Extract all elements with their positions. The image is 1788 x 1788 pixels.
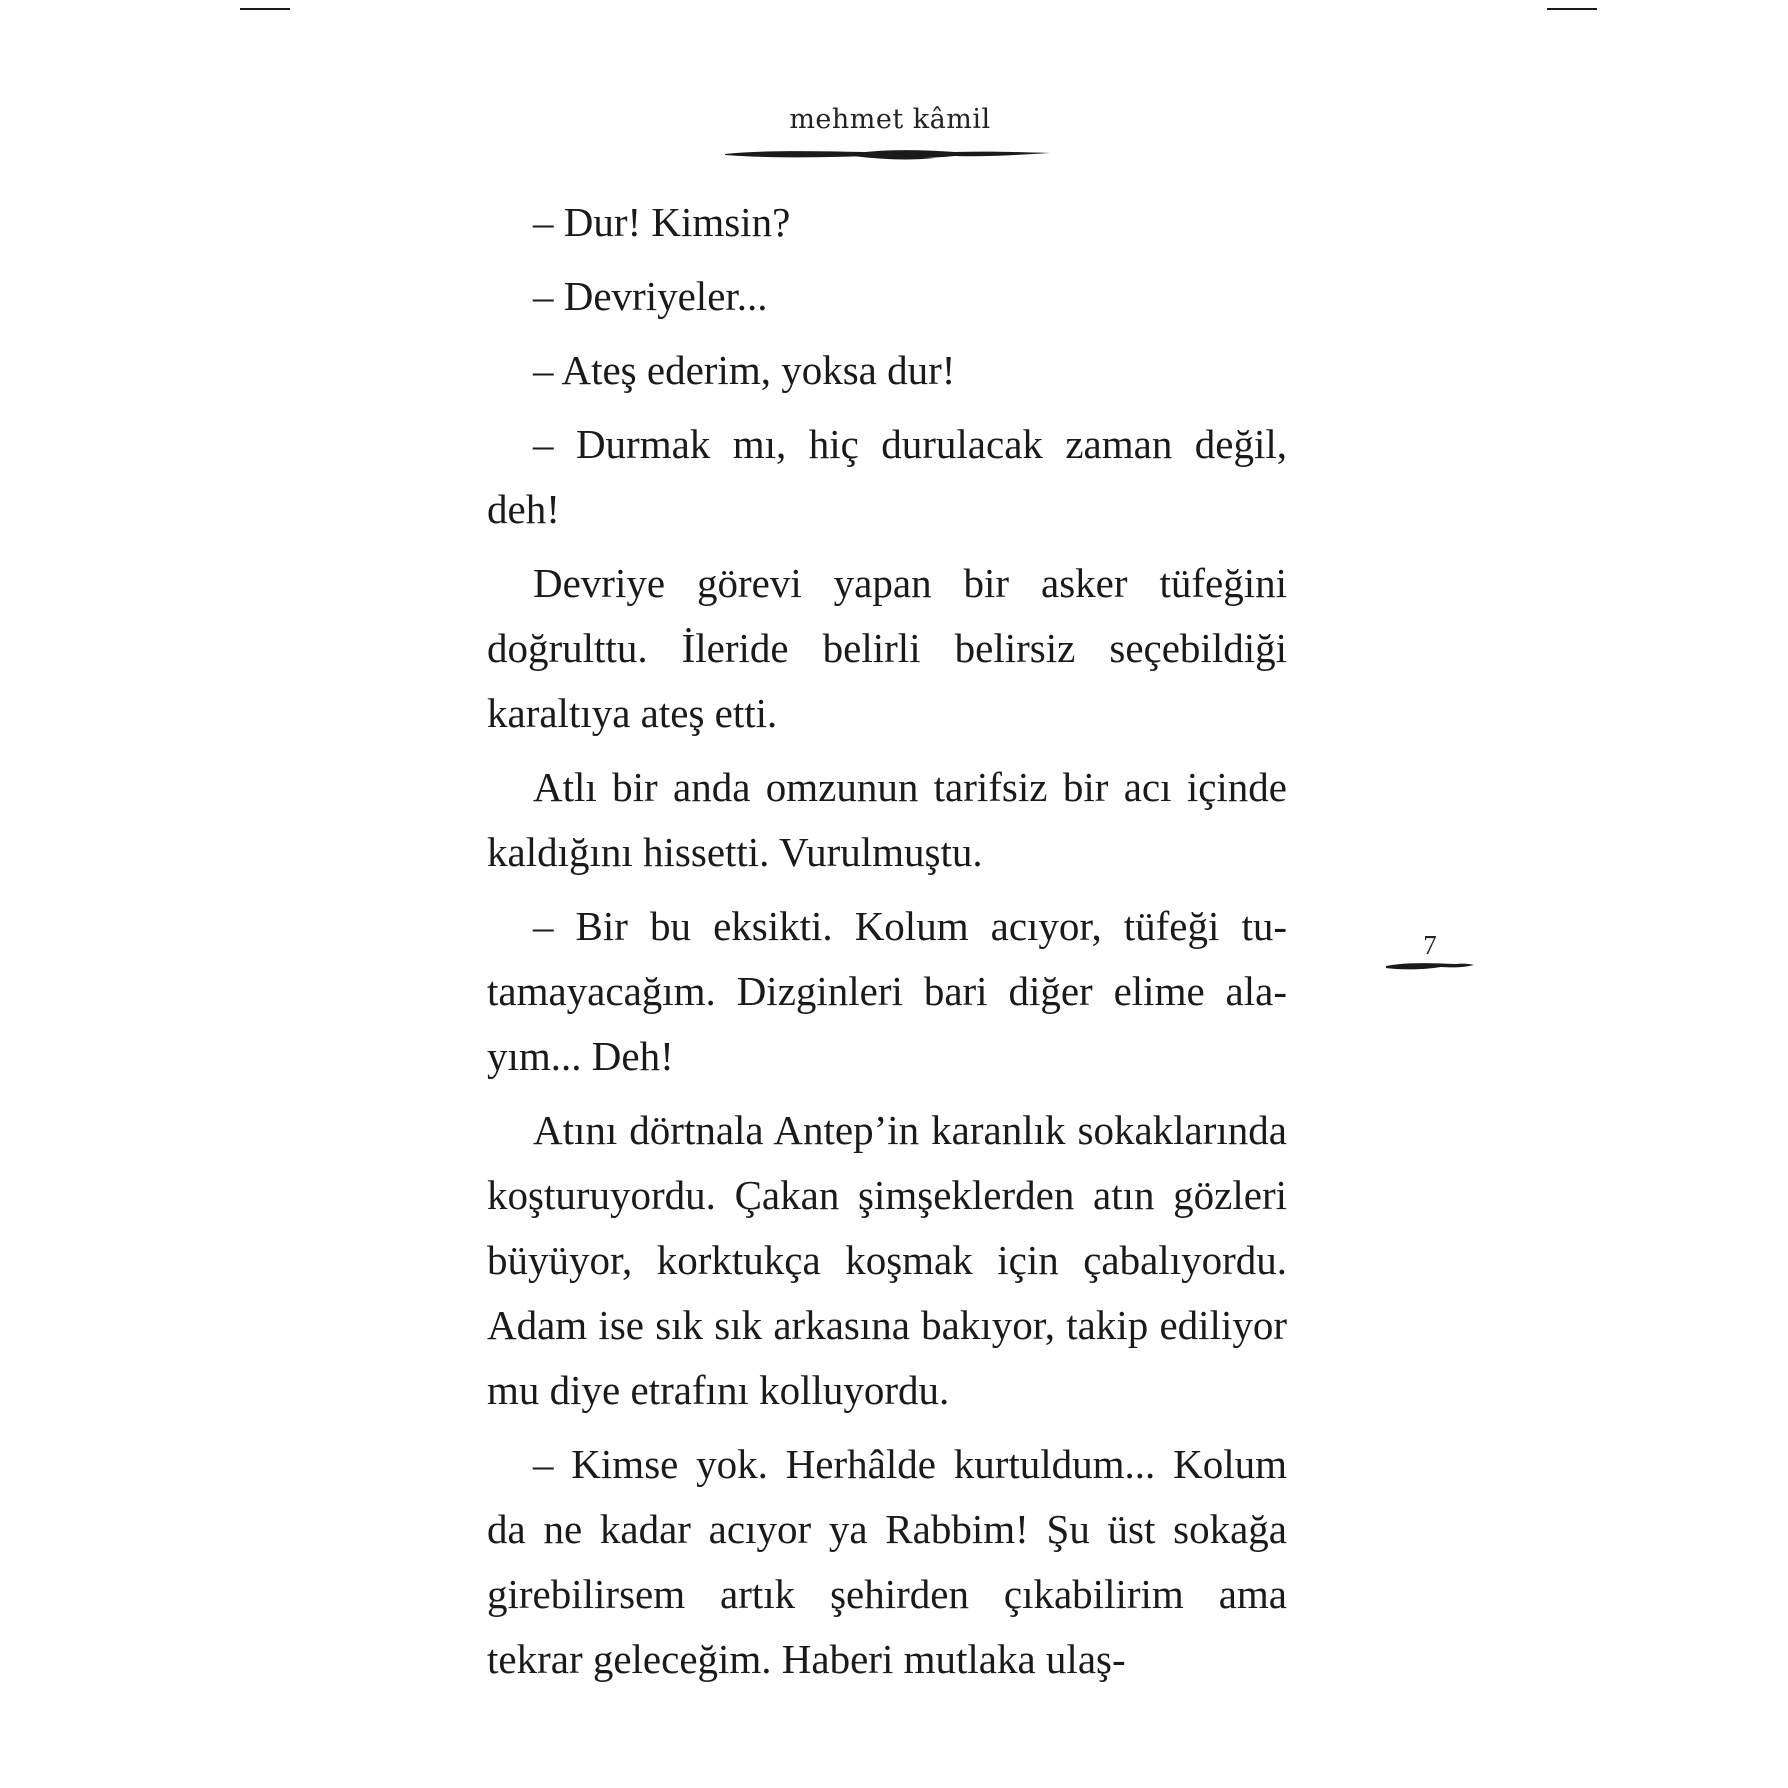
body-text	[487, 190, 1287, 1701]
running-head-author: mehmet kâmil	[789, 104, 991, 135]
paragraph: – Bir bu eksikti. Kolum acıyor, tüfeği tutamayacağım. Dizginleri bari diğer elime alayım... Deh!	[487, 903, 1287, 1079]
header-brush-stroke	[725, 146, 1050, 162]
paragraph: – Devriyeler...	[533, 273, 768, 319]
page-number: 7	[1423, 930, 1437, 960]
crop-mark-right	[1547, 8, 1597, 10]
paragraph: Atını dörtnala Antep’in karanlık sokaklarında koşturuyordu. Çakan şimşeklerden atın gözleri büyüyor, korktukça koşmak için çabalıyordu. Adam ise sık sık arkasına bakıyor, takip ediliyor mu diye etrafını kolluyordu.	[487, 1107, 1287, 1413]
paragraph: – Dur! Kimsin?	[533, 199, 791, 245]
paragraph: – Durmak mı, hiç durulacak zaman değil, deh!	[487, 421, 1287, 532]
paragraph: Atlı bir anda omzunun tarifsiz bir acı içinde kaldığını hissetti. Vurulmuştu.	[487, 764, 1287, 875]
page-number-brush-stroke	[1386, 958, 1474, 972]
paragraph: – Kimse yok. Herhâlde kurtuldum... Kolum da ne kadar acıyor ya Rabbim! Şu üst sokağa girebilirsem artık şehirden çıkabilirim ama tekrar geleceğim. Haberi mutlaka ulaş-	[487, 1441, 1287, 1682]
crop-mark-left	[240, 8, 290, 10]
paragraph: – Ateş ederim, yoksa dur!	[533, 347, 956, 393]
paragraph: Devriye görevi yapan bir asker tüfeğini doğrulttu. İleride belirli belirsiz seçebildiği karaltıya ateş etti.	[487, 560, 1287, 736]
